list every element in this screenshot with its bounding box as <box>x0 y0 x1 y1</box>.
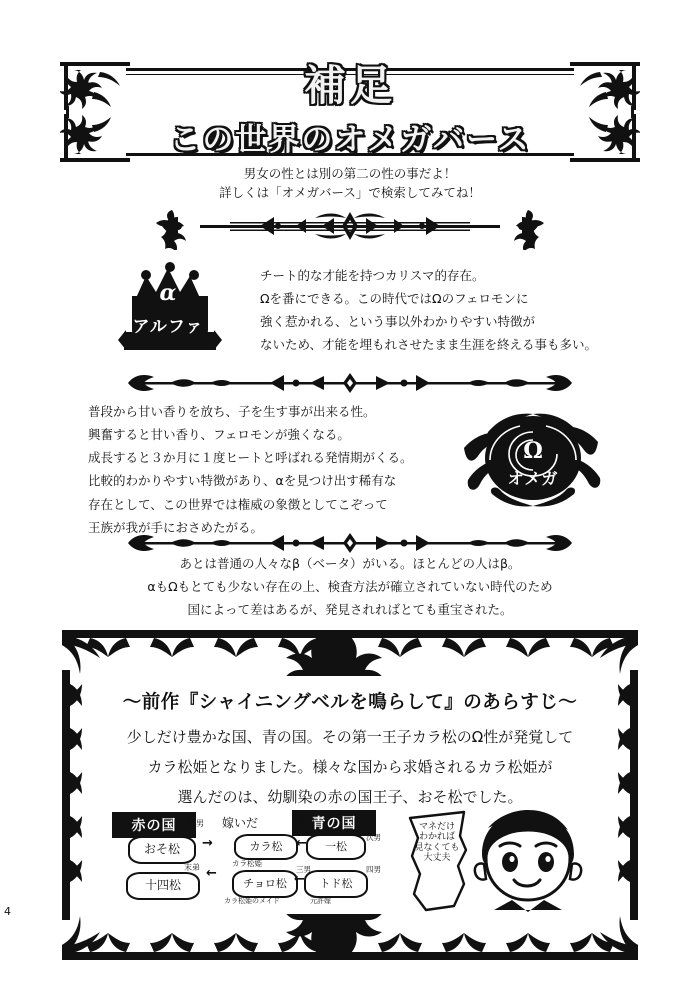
synopsis-line-3: 選んだのは、幼馴染の赤の国王子、おそ松でした。 <box>177 788 523 806</box>
blue-note-third: 三男 <box>296 865 311 874</box>
page-title: 補足 <box>303 61 396 110</box>
ornament-divider-icon <box>110 370 590 396</box>
karamatsu-subnote: カラ松姫 <box>232 859 262 868</box>
omega-line-3: 成長すると３か月に１度ヒートと呼ばれる発情期がくる。 <box>88 450 413 466</box>
speech-line-3: 見なくても <box>414 842 460 853</box>
bubble-ichimatsu: 一松 <box>306 834 366 860</box>
speech-line-2: わかれば <box>418 832 455 843</box>
arrow-marriage: → <box>202 836 213 851</box>
alpha-section <box>88 258 608 363</box>
bubble-jyushimatsu: 十四松 <box>126 872 200 900</box>
ornament-divider-icon <box>110 206 590 250</box>
lead-line-1: 男女の性とは別の第二の性の事だよ！ <box>243 166 457 181</box>
beta-line-3: 国によって差はあるが、発見されればとても重宝された。 <box>187 602 513 618</box>
bubble-todomatsu: トド松 <box>304 870 368 898</box>
bride-label: 嫁いだ <box>222 816 259 830</box>
speech-line-4: 大丈夫 <box>423 853 451 864</box>
blue-country-tag: 青の国 <box>292 810 376 836</box>
omega-line-2: 興奮すると甘い香り、フェロモンが強くなる。 <box>88 427 350 443</box>
blue-note-fourth: 四男 <box>366 865 381 874</box>
beta-line-1: あとは普通の人々なβ（ベータ）がいる。ほとんどの人はβ。 <box>179 556 521 571</box>
relationship-doodle-chart <box>110 808 580 928</box>
omega-section <box>88 400 608 535</box>
omega-line-5: 存在として、この世界では権威の象徴としてこぞって <box>88 496 388 512</box>
red-note-youngest: 末弟 <box>184 863 200 872</box>
boy-face-icon <box>468 810 586 922</box>
synopsis-line-2: カラ松姫となりました。様々な国から求婚されるカラ松姫が <box>147 758 553 776</box>
omega-line-4: 比較的わかりやすい特徴があり、αを見つけ出す稀有な <box>88 473 397 489</box>
speech-balloon-text <box>410 822 464 863</box>
red-country-tag: 赤の国 <box>112 812 196 838</box>
lead-line-2: 詳しくは「オメガバース」で検索してみてね！ <box>219 185 481 201</box>
arrow-back: ← <box>206 866 217 881</box>
alpha-greek-symbol: α <box>159 280 177 306</box>
beta-description <box>0 552 700 621</box>
choromatsu-subnote: カラ松姫のメイド <box>224 897 280 905</box>
blue-note-second: 次男 <box>366 833 381 842</box>
alpha-label: アルファ <box>132 317 204 337</box>
blue-note-eldest: 長男 <box>300 817 315 826</box>
alpha-line-1: チート的な才能を持つカリスマ的存在。 <box>260 268 485 283</box>
alpha-description <box>260 264 610 357</box>
arrow-blue-2: ← <box>294 872 305 887</box>
speech-line-1: マネだけ <box>418 822 455 832</box>
omega-description <box>88 400 438 539</box>
bubble-choromatsu: チョロ松 <box>232 870 298 898</box>
red-note-eldest: 長男 <box>188 819 204 828</box>
todomatsu-subnote: 元許嫁 <box>310 897 331 905</box>
synopsis-body <box>124 722 576 812</box>
bubble-karamatsu: カラ松 <box>234 834 298 860</box>
beta-line-2: αもΩもとても少ない存在の上、検査方法が確立されていない時代のため <box>147 579 553 595</box>
page-number: 4 <box>4 905 11 918</box>
omega-line-6: 王族が我が手におさめたがる。 <box>88 519 264 535</box>
panel-border-top-ornament <box>62 630 638 676</box>
page-title-block <box>0 61 700 159</box>
synopsis-line-1: 少しだけ豊かな国、青の国。その第一王子カラ松のΩ性が発覚して <box>126 728 574 746</box>
alpha-line-4: ないため、才能を埋もれさせたまま生涯を終える事も多い。 <box>260 337 598 353</box>
page-subtitle: この世界のオメガバース <box>169 122 531 159</box>
alpha-line-2: Ωを番にできる。この時代ではΩのフェロモンに <box>260 291 529 307</box>
alpha-line-3: 強く惹かれる、という事以外わかりやすい特徴が <box>260 314 536 330</box>
omega-line-1: 普段から甘い香りを放ち、子を生す事が出来る性。 <box>88 404 376 419</box>
lead-text <box>0 164 700 203</box>
omega-label: オメガ <box>507 469 559 488</box>
arrow-blue-1: ← <box>296 836 307 851</box>
synopsis-title: 〜前作『シャイニングベルを鳴らして』のあらすじ〜 <box>122 692 578 713</box>
bubble-osomatsu: おそ松 <box>128 836 196 864</box>
omega-greek-symbol: Ω <box>523 438 543 464</box>
